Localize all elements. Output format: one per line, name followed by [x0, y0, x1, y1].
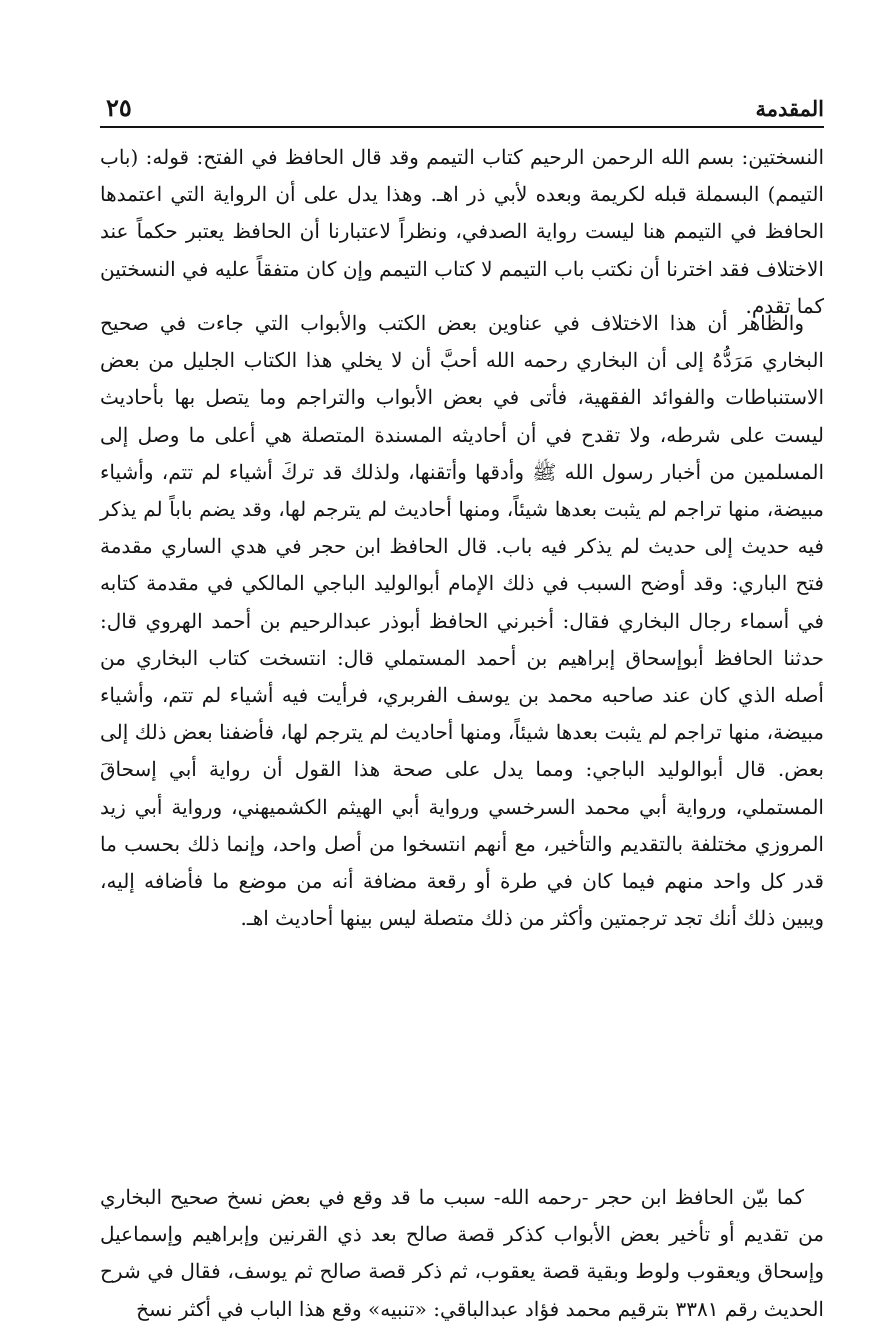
paragraph-2: والظاهر أن هذا الاختلاف في عناوين بعض الكتب والأبواب التي جاءت في صحيح البخاري مَرَدُّهُ إلى أن البخاري رحمه الله أحبَّ أن لا يخلي هذا الكتاب الجليل من بعض الاستنباطات والفوائد الفقهية، فأتى في بعض الأبواب والتراجم وما يتصل بها بأحاديث ليست على شرطه، ولا تقدح في أن أحاديثه المسندة المتصلة هي أعلى ما وصل إلى المسلمين من أخبار رسول الله ﷺ وأدقها وأتقنها، ولذلك قد تركَ أشياء لم تتم، وأشياء مبيضة، منها تراجم لم يثبت بعدها شيئاً، ومنها أحاديث لم يترجم لها، وقد يضم باباً لم يذكر فيه حديث إلى حديث لم يذكر فيه باب. قال الحافظ ابن حجر في هدي الساري مقدمة فتح الباري: وقد أوضح السبب في ذلك الإمام أبوالوليد الباجي المالكي في مقدمة كتابه في أسماء رجال البخاري فقال: أخبرني الحافظ أبوذر عبدالرحيم بن أحمد الهروي قال: حدثنا الحافظ أبوإسحاق إبراهيم بن أحمد المستملي قال: انتسخت كتاب البخاري من أصله الذي كان عند صاحبه محمد بن يوسف الفربري، فرأيت فيه أشياء لم تتم، وأشياء مبيضة، منها تراجم لم يثبت بعدها شيئاً، ومنها أحاديث لم يترجم لها، فأضفنا بعض ذلك إلى بعض. قال أبوالوليد الباجي: ومما يدل على صحة هذا القول أن رواية أبي إسحاقَ المستملي، ورواية أبي محمد السرخسي ورواية أبي الهيثم الكشميهني، ورواية أبي زيد المروزي مختلفة بالتقديم والتأخير، مع أنهم انتسخوا من أصل واحد، وإنما ذلك بحسب ما قدر كل واحد منهم فيما كان في طرة أو رقعة مضافة أنه من موضع ما فأضافه إليه، ويبين ذلك أنك تجد ترجمتين وأكثر من ذلك متصلة ليس بينها أحاديث اهـ. — [100, 311, 824, 931]
page-header — [100, 92, 824, 126]
paragraph-1: النسختين: بسم الله الرحمن الرحيم كتاب التيمم وقد قال الحافظ في الفتح: قوله: (باب التيمم) البسملة قبله لكريمة وبعده لأبي ذر اهـ. وهذا يدل على أن الرواية التي اعتمدها الحافظ في التيمم هنا ليست رواية الصدفي، ونظراً لاعتبارنا أن الحافظ يعتبر حكماً عند الاختلاف فقد اخترنا أن نكتب باب التيمم لا كتاب التيمم وإن كان متفقاً عليه في النسختين كما تقدم. — [100, 145, 824, 318]
body-text — [100, 139, 824, 1339]
running-title: المقدمة — [755, 96, 824, 121]
paragraph-3: كما بيّن الحافظ ابن حجر -رحمه الله- سبب ما قد وقع في بعض نسخ صحيح البخاري من تقديم أو تأخير بعض الأبواب كذكر قصة صالح بعد ذي القرنين وإبراهيم وإسماعيل وإسحاق ويعقوب ولوط وبقية قصة يعقوب، ثم ذكر قصة صالح ثم يوسف، فقال في شرح الحديث رقم ٣٣٨١ بترقيم محمد فؤاد عبدالباقي: «تنبيه» وقع هذا الباب في أكثر نسخ — [100, 1185, 825, 1321]
page-number: ٢٥ — [106, 93, 132, 122]
header-divider — [100, 126, 824, 128]
